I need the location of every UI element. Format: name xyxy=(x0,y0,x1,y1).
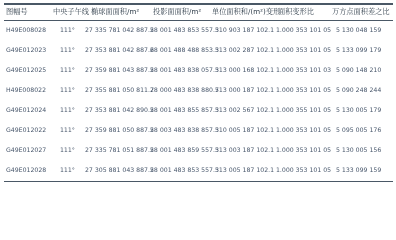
cell-projection-area: 28 001 483 855 857.3 xyxy=(150,107,219,114)
table-row xyxy=(0,122,396,142)
cell-central-meridian: 111° xyxy=(60,47,75,54)
cell-projection-area: 28 003 483 838 857.3 xyxy=(150,127,219,134)
cell-unit-area-deformation: 513 002 567 102.1 xyxy=(215,107,275,114)
table-row xyxy=(0,62,396,82)
table-top-rule xyxy=(4,3,393,5)
header-sheet-number: 图幅号 xyxy=(6,7,28,16)
cell-area-difference-ratio: 5 130 005 156 xyxy=(336,147,382,154)
table-header-rule xyxy=(4,20,393,21)
cell-sheet-number: G49E012025 xyxy=(6,67,47,74)
cell-projection-area: 28 001 483 853 557.3 xyxy=(150,27,219,34)
cell-central-meridian: 111° xyxy=(60,147,75,154)
cell-area-difference-ratio: 5 090 148 210 xyxy=(336,67,382,74)
cell-projection-area: 28 001 483 853 557.3 xyxy=(150,167,219,174)
cell-sheet-number: G49E012022 xyxy=(6,127,47,134)
table-bottom-rule xyxy=(4,181,393,182)
cell-ellipsoid-area: 27 353 881 042 890.5 xyxy=(85,107,154,114)
header-unit-area-deformation: 单位面积和/(m²)变形 xyxy=(212,7,281,16)
cell-sheet-number: H49E008028 xyxy=(6,27,47,34)
cell-central-meridian: 111° xyxy=(60,107,75,114)
cell-unit-area-deformation: 513 000 187 102.1 xyxy=(215,87,275,94)
cell-central-meridian: 111° xyxy=(60,127,75,134)
cell-unit-area-deformation: 513 002 287 102.1 xyxy=(215,47,275,54)
cell-central-meridian: 111° xyxy=(60,27,75,34)
header-central-meridian: 中央子午线 xyxy=(53,7,89,16)
cell-unit-area-deformation: 510 903 187 102.1 xyxy=(215,27,275,34)
cell-projection-area: 28 001 483 838 057.3 xyxy=(150,67,219,74)
cell-area-deformation-ratio: 1.000 353 101 05 xyxy=(276,167,332,174)
table-row xyxy=(0,162,396,182)
cell-area-deformation-ratio: 1.000 353 101 05 xyxy=(276,127,332,134)
cell-area-difference-ratio: 5 133 099 159 xyxy=(336,167,382,174)
table-row xyxy=(0,102,396,122)
cell-area-deformation-ratio: 1.000 353 101 05 xyxy=(276,47,332,54)
cell-area-deformation-ratio: 1.000 353 101 05 xyxy=(276,27,332,34)
cell-central-meridian: 111° xyxy=(60,87,75,94)
cell-area-deformation-ratio: 1.000 353 101 05 xyxy=(276,87,332,94)
cell-ellipsoid-area: 27 359 881 050 887.5 xyxy=(85,127,154,134)
cell-sheet-number: G49E012027 xyxy=(6,147,47,154)
cell-central-meridian: 111° xyxy=(60,167,75,174)
table-row xyxy=(0,142,396,162)
cell-unit-area-deformation: 510 005 187 102.1 xyxy=(215,127,275,134)
cell-sheet-number: G49E012028 xyxy=(6,167,47,174)
header-area-deformation-ratio: 面积变形比 xyxy=(278,7,314,16)
cell-unit-area-deformation: 513 005 187 102.1 xyxy=(215,167,275,174)
cell-projection-area: 28 001 488 488 853.3 xyxy=(150,47,219,54)
cell-area-deformation-ratio: 1.000 353 101 05 xyxy=(276,147,332,154)
cell-projection-area: 28 000 483 838 880.7 xyxy=(150,87,219,94)
cell-ellipsoid-area: 27 359 881 043 887.5 xyxy=(85,67,154,74)
cell-area-deformation-ratio: 1.000 353 101 03 xyxy=(276,67,332,74)
header-ellipsoid-area: 椭球面面积/m² xyxy=(91,7,140,16)
header-projection-area: 投影面面积/m² xyxy=(153,7,202,16)
cell-unit-area-deformation: 513 000 168 102.1 xyxy=(215,67,275,74)
table-row xyxy=(0,82,396,102)
header-area-difference-ratio: 万方点面积差之比 xyxy=(332,7,390,16)
cell-area-difference-ratio: 5 090 248 244 xyxy=(336,87,382,94)
cell-ellipsoid-area: 27 335 781 042 887.5 xyxy=(85,27,154,34)
cell-unit-area-deformation: 513 003 187 102.1 xyxy=(215,147,275,154)
cell-area-difference-ratio: 5 130 048 159 xyxy=(336,27,382,34)
cell-projection-area: 28 001 483 859 557.3 xyxy=(150,147,219,154)
cell-area-difference-ratio: 5 095 005 176 xyxy=(336,127,382,134)
cell-area-difference-ratio: 5 130 005 179 xyxy=(336,107,382,114)
cell-area-deformation-ratio: 1.000 355 101 05 xyxy=(276,107,332,114)
table-row xyxy=(0,42,396,62)
cell-sheet-number: G49E012023 xyxy=(6,47,47,54)
cell-sheet-number: H49E008022 xyxy=(6,87,47,94)
cell-area-difference-ratio: 5 133 099 179 xyxy=(336,47,382,54)
cell-ellipsoid-area: 27 355 881 050 811.7 xyxy=(85,87,154,94)
cell-ellipsoid-area: 27 353 881 042 887.6 xyxy=(85,47,154,54)
table-row xyxy=(0,22,396,42)
cell-ellipsoid-area: 27 305 881 043 887.5 xyxy=(85,167,154,174)
cell-sheet-number: G49E012024 xyxy=(6,107,47,114)
cell-ellipsoid-area: 27 335 781 051 887.5 xyxy=(85,147,154,154)
cell-central-meridian: 111° xyxy=(60,67,75,74)
